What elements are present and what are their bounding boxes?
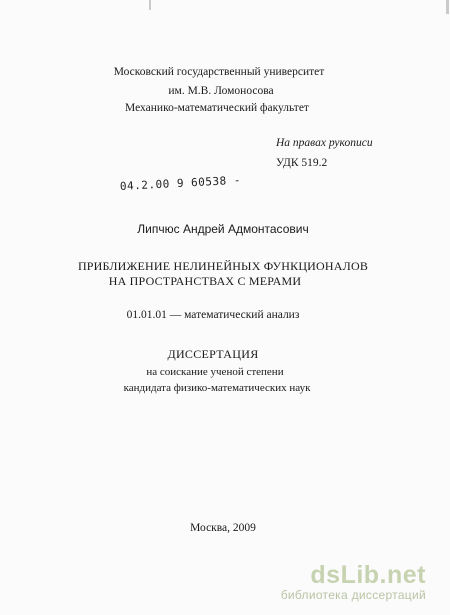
scan-edge-mark	[446, 0, 449, 14]
watermark-subtitle: библиотека диссертаций	[280, 588, 426, 602]
city-year: Москва, 2009	[190, 522, 256, 534]
manuscript-rights: На правах рукописи	[276, 137, 373, 149]
university-named-after: им. М.В. Ломоносова	[168, 85, 274, 97]
thesis-title-line-2: НА ПРОСТРАНСТВАХ С МЕРАМИ	[108, 274, 302, 288]
registration-stamp: 04.2.00 9 60538 -	[119, 173, 242, 193]
watermark-logo: dsLib.net	[310, 561, 426, 589]
university-name: Московский государственный университет	[113, 66, 325, 78]
dslib-watermark[interactable]	[281, 562, 426, 602]
degree-line-1: на соискание ученой степени	[146, 366, 284, 378]
thesis-title-line-1: ПРИБЛИЖЕНИЕ НЕЛИНЕЙНЫХ ФУНКЦИОНАЛОВ	[77, 259, 369, 273]
dissertation-label: ДИССЕРТАЦИЯ	[167, 347, 259, 361]
author-name: Липчюс Андрей Адмонтасович	[137, 222, 309, 236]
degree-line-2: кандидата физико-математических наук	[123, 382, 311, 394]
specialty-code: 01.01.01 — математический анализ	[126, 309, 300, 321]
scan-edge-mark	[149, 0, 151, 10]
udk-code: УДК 519.2	[276, 157, 328, 169]
faculty-name: Механико-математический факультет	[125, 102, 309, 114]
